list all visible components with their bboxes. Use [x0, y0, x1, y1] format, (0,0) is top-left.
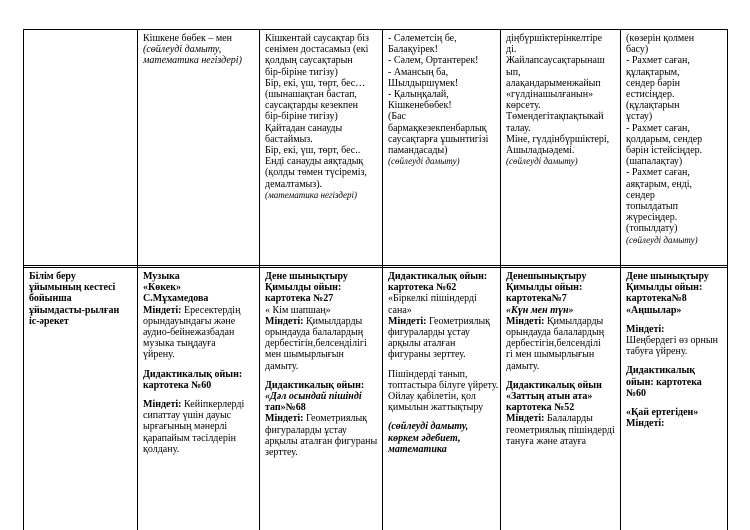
- lead-label: Міндеті:: [265, 315, 304, 327]
- text-line: діңбүршіктерінкелтіре: [506, 33, 603, 44]
- bottom-cell-col5: [506, 271, 619, 530]
- text-line: (сөйлеуді дамыту,: [143, 44, 222, 56]
- text-line: зерттеу.: [265, 447, 298, 459]
- bottom-cell-col3: [265, 271, 381, 530]
- lead-text: Ересектердің: [181, 304, 241, 316]
- text-line: Балақуірек!: [388, 44, 438, 56]
- text-line: сана»: [388, 304, 412, 316]
- text-line: қолдарым, сендер: [626, 133, 703, 145]
- text-line: қолдың саусақтарын: [265, 55, 353, 67]
- text-line: ып,: [506, 66, 521, 78]
- text-line: Шеңбердегі өз орнын: [626, 335, 718, 347]
- text-line: қолдану.: [143, 443, 180, 455]
- text-line: топылдатып: [626, 201, 679, 213]
- text-line: «Дәл осындай пішінді: [265, 391, 362, 403]
- text-line: ді.: [506, 44, 517, 56]
- text-line: фигураны зерттеу.: [388, 349, 466, 361]
- text-line: Ойлау қабілетін, қол: [388, 391, 476, 403]
- column-border: [137, 29, 138, 530]
- top-cell-col4: [388, 33, 498, 263]
- bottom-cell-col2: [143, 271, 258, 530]
- row-header-organized-activity: [29, 271, 136, 371]
- text-line: дербестігін,белсенділігі: [265, 338, 367, 350]
- text-line: Төмендегітақпақтыкай: [506, 111, 604, 123]
- text-line: Бір, екі, үш, төрт, бес…: [265, 77, 366, 89]
- text-line: орындауда балалардың: [506, 327, 605, 339]
- text-line: С.Мұхамедова: [143, 293, 209, 305]
- text-line: қимылын жаттықтыру: [388, 402, 484, 414]
- text-line: Шылдыршүмек!: [388, 77, 459, 89]
- text-line: (Бас: [388, 111, 406, 123]
- text-line: сендер бәрін: [626, 77, 681, 89]
- text-line: картотека№8: [626, 293, 687, 305]
- text-line: [265, 372, 381, 380]
- text-line: [265, 316, 381, 327]
- text-line: [506, 316, 619, 327]
- text-line: сипаттау үшін дауыс: [143, 410, 232, 422]
- text-line: «Заттың атын ата»: [506, 391, 593, 403]
- text-line: - Сәлеметсің бе,: [388, 33, 457, 44]
- column-border: [727, 29, 728, 530]
- text-line: жүресіңдер.: [626, 212, 678, 224]
- text-line: гі мен шымырлығын: [506, 349, 595, 361]
- text-line: алақандарыменжайып: [506, 77, 601, 89]
- text-line: картотека №60: [143, 379, 212, 391]
- text-line: [626, 316, 726, 324]
- text-line: орындауындағы және: [143, 315, 236, 327]
- column-border: [620, 29, 621, 530]
- lead-label: Міндеті:: [506, 413, 545, 425]
- text-line: (құлақтарын: [626, 100, 680, 112]
- text-line: [143, 399, 258, 410]
- text-line: дамыту.: [506, 360, 540, 372]
- column-border: [259, 29, 260, 530]
- text-line: дербестігін,белсенділі: [506, 338, 601, 350]
- table-top-border: [23, 29, 728, 30]
- lead-text: Геометриялық: [303, 413, 368, 425]
- text-line: ұстау): [626, 111, 653, 123]
- text-line: (математика негіздері): [265, 189, 358, 200]
- text-line: (топылдату): [626, 223, 678, 235]
- text-line: үйрену.: [143, 349, 175, 361]
- top-cell-col5: [506, 33, 618, 263]
- text-line: №60: [626, 387, 647, 399]
- text-line: естисіңдер.: [626, 89, 675, 101]
- text-line: (сөйлеуді дамыту): [506, 156, 578, 167]
- text-line: (қолды төмен түсіреміз,: [265, 167, 367, 179]
- text-line: арқылы аталған фигураны: [265, 435, 378, 447]
- text-line: демалтамыз).: [265, 178, 323, 190]
- text-line: (шынашақтан бастап,: [265, 89, 357, 101]
- text-line: Дидактикалық ойын:: [388, 271, 488, 282]
- lead-label: Міндеті:: [388, 315, 427, 327]
- text-line: ырғағының мәнерлі: [143, 421, 228, 433]
- text-line: тануға және атауға: [506, 435, 587, 447]
- lead-label: Міндеті:: [506, 315, 545, 327]
- text-line: [143, 391, 258, 399]
- text-line: аяқтарым, енді,: [626, 178, 693, 190]
- text-line: басу): [626, 44, 649, 56]
- text-line: іс-әрекет: [29, 315, 69, 327]
- text-line: [265, 413, 381, 424]
- text-line: құлақтарым,: [626, 66, 680, 78]
- text-line: Міндеті:: [626, 418, 665, 430]
- text-line: топтастыра білуге үйрету.: [388, 379, 499, 391]
- text-line: картотека№7: [506, 293, 567, 305]
- text-line: математика негіздері): [143, 55, 242, 67]
- lead-text: Геометриялық: [426, 315, 491, 327]
- text-line: Қимылды ойын:: [265, 282, 342, 294]
- text-line: Дидактикалық: [626, 365, 696, 377]
- text-line: ойын: картотека: [626, 376, 702, 388]
- text-line: Музыка: [143, 271, 180, 282]
- text-line: (сөйлеуді дамыту,: [388, 421, 469, 433]
- text-line: аудио-бейнежазбадан: [143, 327, 235, 339]
- text-line: саусақтарға ұшынтигізі: [388, 133, 489, 145]
- text-line: - Рахмет саған,: [626, 55, 690, 67]
- lead-label: Міндеті:: [143, 304, 182, 316]
- text-line: - Амансың ба,: [388, 66, 449, 78]
- text-line: (сөйлеуді дамыту): [626, 234, 698, 245]
- text-line: сенімен достасамыз (екі: [265, 44, 369, 56]
- text-line: (сөйлеуді дамыту): [388, 156, 460, 167]
- text-line: [143, 305, 258, 316]
- lead-label: Міндеті:: [265, 413, 304, 425]
- text-line: Кішкентай саусақтар біз: [265, 33, 369, 44]
- text-line: дамыту.: [265, 360, 299, 372]
- lead-text: Қимылдарды: [303, 315, 363, 327]
- column-border: [382, 29, 383, 530]
- text-line: музыка тыңдауға: [143, 338, 216, 350]
- text-line: Дидактикалық ойын:: [143, 368, 243, 380]
- text-line: «Қай ертегіден»: [626, 407, 699, 419]
- top-cell-col6: [626, 33, 726, 265]
- text-line: [626, 357, 726, 365]
- text-line: Дене шынықтыру: [626, 271, 709, 282]
- bottom-cell-col6: [626, 271, 726, 530]
- text-line: Денешынықтыру: [506, 271, 587, 282]
- text-line: - Сәлем, Ортантерек!: [388, 55, 479, 67]
- bottom-cell-col4: [388, 271, 499, 530]
- text-line: «гүлдінашылғанын»: [506, 89, 594, 101]
- column-border: [23, 29, 24, 530]
- text-line: талау.: [506, 122, 531, 134]
- text-line: - Рахмет саған,: [626, 167, 690, 179]
- text-line: Қимылды ойын:: [506, 282, 583, 294]
- text-line: Кішкенебөбек!: [388, 100, 452, 112]
- text-line: бойынша: [29, 293, 72, 305]
- text-line: картотека №27: [265, 293, 334, 305]
- text-line: (шапалақтау): [626, 156, 683, 168]
- text-line: Дидактикалық ойын:: [265, 379, 365, 391]
- text-line: көрсету.: [506, 100, 541, 112]
- text-line: саусақтарды кезекпен: [265, 100, 359, 112]
- lead-label: Міндеті:: [143, 399, 182, 411]
- text-line: Қимылды ойын:: [626, 282, 703, 294]
- text-line: «Көкек»: [143, 282, 181, 294]
- text-line: математика: [388, 443, 447, 455]
- lead-text: Қимылдарды: [544, 315, 604, 327]
- text-line: « Кім шапшаң»: [265, 304, 331, 316]
- text-line: ұйымдасты-рылған: [29, 304, 120, 316]
- text-line: тап»№68: [265, 402, 306, 414]
- top-cell-col3: [265, 33, 381, 263]
- text-line: геометриялық пішіндерді: [506, 424, 615, 436]
- text-line: ұйымының кестесі: [29, 282, 116, 294]
- top-cell-col2: [143, 33, 257, 263]
- text-line: [388, 413, 499, 421]
- text-line: бармақкезекпенбарлық: [388, 122, 487, 134]
- text-line: Қайтадан санауды: [265, 122, 343, 134]
- text-line: Дене шынықтыру: [265, 271, 348, 282]
- text-line: орындауда балалардың: [265, 327, 364, 339]
- text-line: (көзерін қолмен: [626, 33, 695, 44]
- column-border: [500, 29, 501, 530]
- text-line: бастаймыз.: [265, 133, 313, 145]
- lead-text: Балаларды: [544, 413, 593, 425]
- text-line: памандасады): [388, 145, 448, 157]
- text-line: [626, 399, 726, 407]
- text-line: [506, 413, 619, 424]
- text-line: қарапайым тәсілдерін: [143, 432, 236, 444]
- text-line: - Рахмет саған,: [626, 122, 690, 134]
- text-line: Ашыладыәдемі.: [506, 145, 575, 157]
- text-line: Енді санауды аяқтадық: [265, 156, 364, 168]
- text-line: [388, 316, 499, 327]
- row-divider: [23, 265, 728, 266]
- text-line: фигураларды ұстау: [265, 424, 347, 436]
- text-line: Пішіндерді танып,: [388, 368, 468, 380]
- text-line: Міне, гүлдінбүршіктері,: [506, 133, 610, 145]
- text-line: бір-біріне тигізу): [265, 66, 338, 78]
- text-line: [388, 361, 499, 369]
- text-line: Кішкене бөбек – мен: [143, 33, 232, 44]
- text-line: мен шымырлығын: [265, 349, 344, 361]
- text-line: Білім беру: [29, 271, 76, 282]
- text-line: сендер: [626, 189, 655, 201]
- text-line: көркем әдебиет,: [388, 432, 461, 444]
- text-line: «Күн мен түн»: [506, 304, 574, 316]
- text-line: «Аңшылар»: [626, 304, 682, 316]
- row-divider-inner: [23, 267, 728, 268]
- text-line: фигураларды ұстау: [388, 327, 470, 339]
- text-line: бәрін істейсіңдер.: [626, 145, 703, 157]
- text-line: Міндеті:: [626, 323, 665, 335]
- text-line: арқылы аталған: [388, 338, 456, 350]
- text-line: Жайлапсаусақтарынаш: [506, 55, 605, 67]
- text-line: картотека №62: [388, 282, 457, 294]
- text-line: - Қалыңқалай,: [388, 89, 449, 101]
- text-line: табуға үйрену.: [626, 346, 688, 358]
- text-line: «Біркелкі пішіндерді: [388, 293, 477, 305]
- text-line: бір-біріне тигізу): [265, 111, 338, 123]
- lead-text: Кейіпкерлерді: [181, 399, 245, 411]
- text-line: Бір, екі, үш, төрт, бес..: [265, 145, 361, 157]
- text-line: картотека №52: [506, 402, 575, 414]
- text-line: [143, 361, 258, 369]
- text-line: Дидактикалық ойын: [506, 379, 602, 391]
- text-line: [506, 372, 619, 380]
